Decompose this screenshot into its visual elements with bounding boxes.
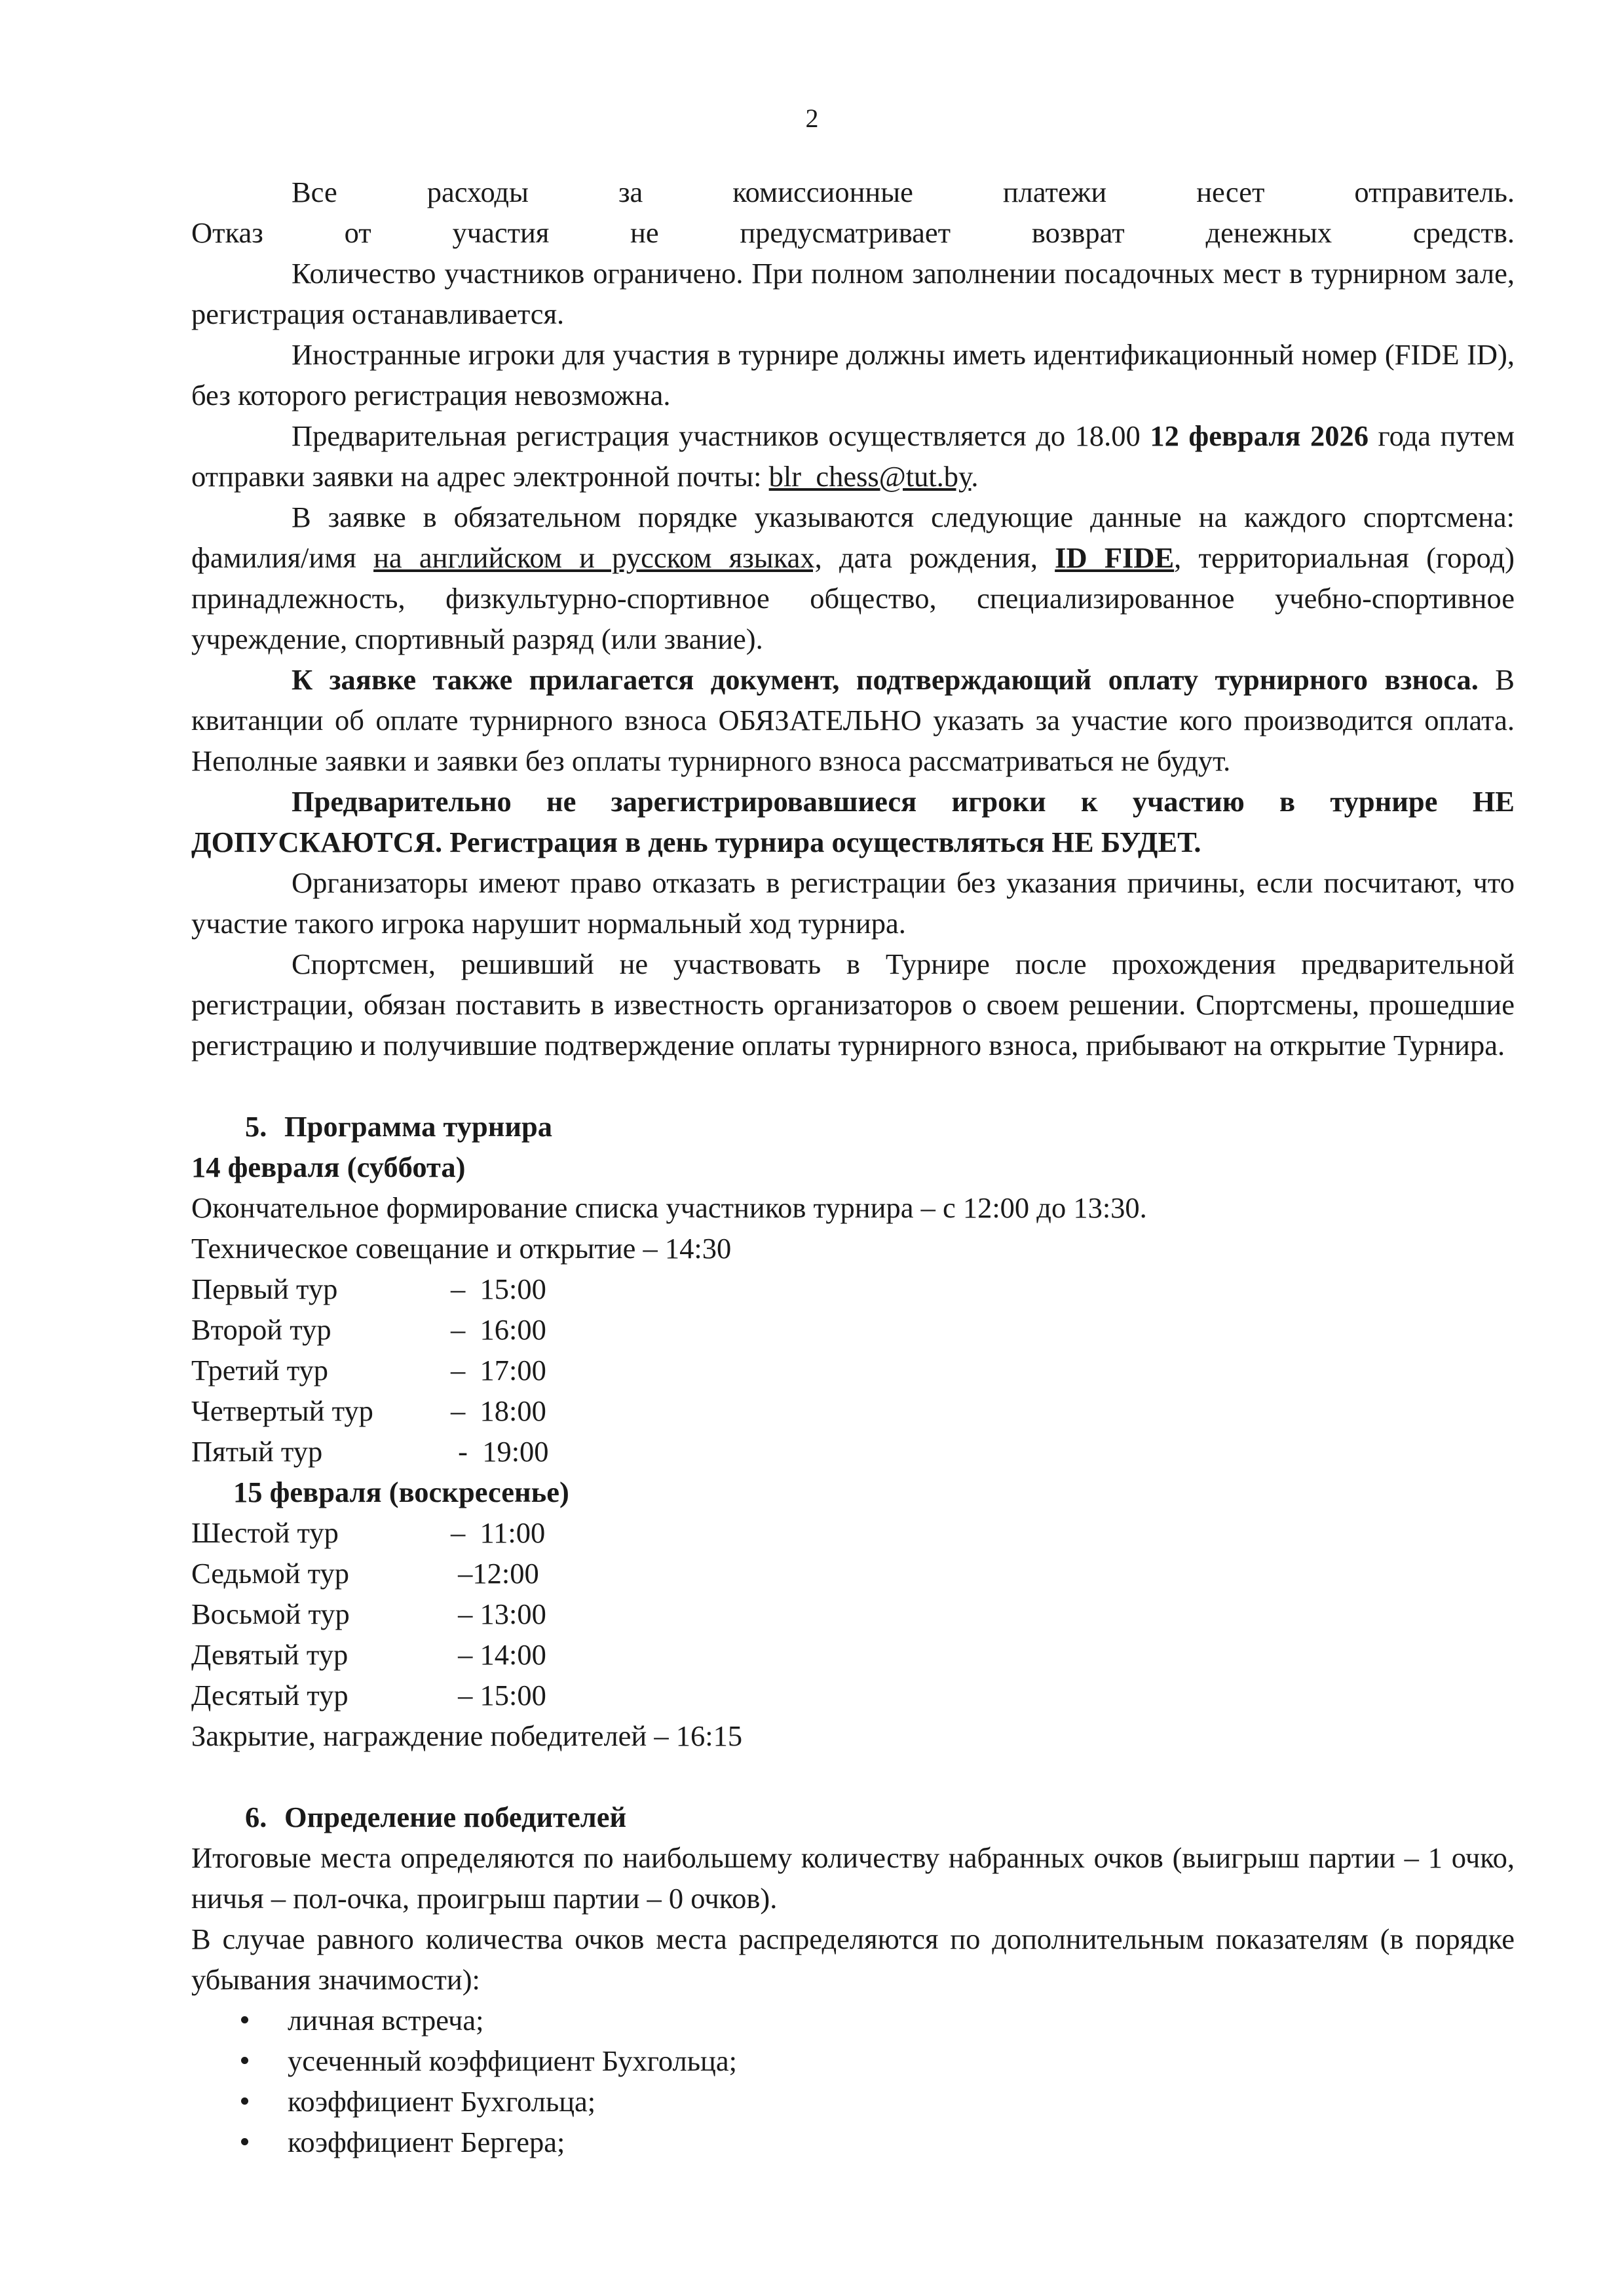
paragraph-foreign-players: Иностранные игроки для участия в турнире должны иметь идентификационный номер (FIDE ID), без которого регистрация невозможна. [191, 338, 1515, 411]
round-time: – 16:00 [451, 1313, 546, 1346]
round-time: – 14:00 [451, 1638, 546, 1671]
bullet-icon [241, 2057, 248, 2064]
bullet-icon [241, 2097, 248, 2105]
prereg-deadline: 12 февраля 2026 [1150, 419, 1369, 452]
payment-text: В квитанции об оплате турнирного взноса ОБЯЗАТЕЛЬНО указать за участие кого производится оплата. Неполные заявки и заявки без оплаты турнирного взноса рассматриваться не будут. [191, 663, 1515, 777]
round-row [191, 1594, 1515, 1634]
app-text-2: дата рождения, [821, 541, 1055, 574]
day2-heading: 15 февраля (воскресенье) [233, 1476, 569, 1508]
round-label: Восьмой тур [191, 1598, 350, 1630]
document-body [191, 172, 1515, 2162]
section-number: 6. [245, 1801, 267, 1833]
round-time: – 15:00 [451, 1679, 546, 1712]
paragraph-limit: Количество участников ограничено. При полном заполнении посадочных мест в турнирном зале, регистрация останавливается. [191, 257, 1515, 330]
prereg-end: . [971, 460, 979, 493]
round-time: – 15:00 [451, 1272, 546, 1305]
round-label: Пятый тур [191, 1435, 323, 1468]
section-heading-winners [191, 1797, 1515, 1837]
paragraph-fees: Все расходы за комиссионные платежи несет отправитель. [292, 176, 1515, 208]
bullet-icon [241, 2138, 248, 2145]
app-text-3: , территориальная (город) принадлежность, физкультурно-спортивное общество, специализированное учебно-спортивное учреждение, спортивный разряд (или звание). [191, 541, 1515, 655]
paragraph-no-refund: Отказ от участия не предусматривает возврат денежных средств. [191, 216, 1515, 249]
round-label: Десятый тур [191, 1679, 349, 1712]
bullet-icon [241, 2016, 248, 2023]
list-item-text: коэффициент Бергера; [288, 2126, 565, 2158]
round-time: – 13:00 [451, 1598, 546, 1630]
round-label: Седьмой тур [191, 1557, 350, 1590]
section-number: 5. [245, 1110, 267, 1143]
app-languages: на английском и русском языках, [373, 541, 822, 574]
closing-line: Закрытие, награждение победителей – 16:15 [191, 1719, 743, 1752]
schedule-line: Окончательное формирование списка участников турнира – с 12:00 до 13:30. [191, 1191, 1147, 1224]
round-row [191, 1269, 1515, 1309]
prereg-text-2: года путем отправки заявки на адрес электронной почты: [191, 419, 1515, 493]
payment-bold: К заявке также прилагается документ, подтверждающий оплату турнирного взноса. [292, 663, 1479, 696]
round-row [191, 1634, 1515, 1675]
day1-rounds [191, 1269, 1515, 1472]
schedule-line: Техническое совещание и открытие – 14:30 [191, 1232, 732, 1265]
list-item [191, 2000, 1515, 2040]
section-title: Программа турнира [284, 1110, 553, 1143]
list-item [191, 2122, 1515, 2162]
round-row [191, 1512, 1515, 1553]
round-label: Девятый тур [191, 1638, 349, 1671]
round-row [191, 1431, 1515, 1472]
paragraph-tiebreak: В случае равного количества очков места распределяются по дополнительным показателям (в порядке убывания значимости): [191, 1923, 1515, 1996]
round-row [191, 1675, 1515, 1715]
round-time: - 19:00 [451, 1435, 549, 1468]
app-id-fide: ID FIDE [1055, 541, 1175, 574]
page-number: 2 [805, 104, 819, 133]
list-item-text: личная встреча; [288, 2004, 484, 2037]
round-row [191, 1309, 1515, 1350]
day2-rounds [191, 1512, 1515, 1715]
round-label: Шестой тур [191, 1516, 339, 1549]
round-time: – 18:00 [451, 1394, 546, 1427]
round-label: Третий тур [191, 1354, 329, 1387]
paragraph-not-admitted: Предварительно не зарегистрировавшиеся игроки к участию в турнире НЕ ДОПУСКАЮТСЯ. Регистрация в день турнира осуществляться НЕ БУДЕТ. [191, 785, 1515, 858]
round-row [191, 1350, 1515, 1390]
round-label: Второй тур [191, 1313, 331, 1346]
round-row [191, 1390, 1515, 1431]
day1-intro [191, 1187, 1515, 1269]
list-item-text: усеченный коэффициент Бухгольца; [288, 2044, 737, 2077]
section-heading-program [191, 1106, 1515, 1147]
round-label: Четвертый тур [191, 1394, 373, 1427]
round-time: – 11:00 [451, 1516, 546, 1549]
email-link[interactable]: blr_chess@tut.by [768, 460, 972, 493]
paragraph-refuse: Организаторы имеют право отказать в регистрации без указания причины, если посчитают, что участие такого игрока нарушит нормальный ход турнира. [191, 866, 1515, 940]
paragraph-application [191, 497, 1515, 659]
tiebreak-list [191, 2000, 1515, 2162]
list-item [191, 2081, 1515, 2122]
paragraph-preregistration [191, 415, 1515, 497]
prereg-text: Предварительная регистрация участников осуществляется до 18.00 [292, 419, 1150, 452]
day1-heading: 14 февраля (суббота) [191, 1151, 466, 1183]
paragraph-withdraw: Спортсмен, решивший не участвовать в Турнире после прохождения предварительной регистрации, обязан поставить в известность организаторов о своем решении. Спортсмены, прошедшие регистрацию и получившие подтверждение оплаты турнирного взноса, прибывают на открытие Турнира. [191, 947, 1515, 1062]
paragraph-scoring: Итоговые места определяются по наибольшему количеству набранных очков (выигрыш партии – 1 очко, ничья – пол-очка, проигрыш партии – 0 очков). [191, 1841, 1515, 1915]
round-time: –12:00 [451, 1557, 539, 1590]
paragraph-payment [191, 659, 1515, 781]
round-row [191, 1553, 1515, 1594]
app-text: В заявке в обязательном порядке указываются следующие данные на каждого спортсмена: фамилия/имя [191, 501, 1515, 574]
section-title: Определение победителей [284, 1801, 627, 1833]
round-time: – 17:00 [451, 1354, 546, 1387]
list-item-text: коэффициент Бухгольца; [288, 2085, 596, 2118]
round-label: Первый тур [191, 1272, 338, 1305]
list-item [191, 2040, 1515, 2081]
